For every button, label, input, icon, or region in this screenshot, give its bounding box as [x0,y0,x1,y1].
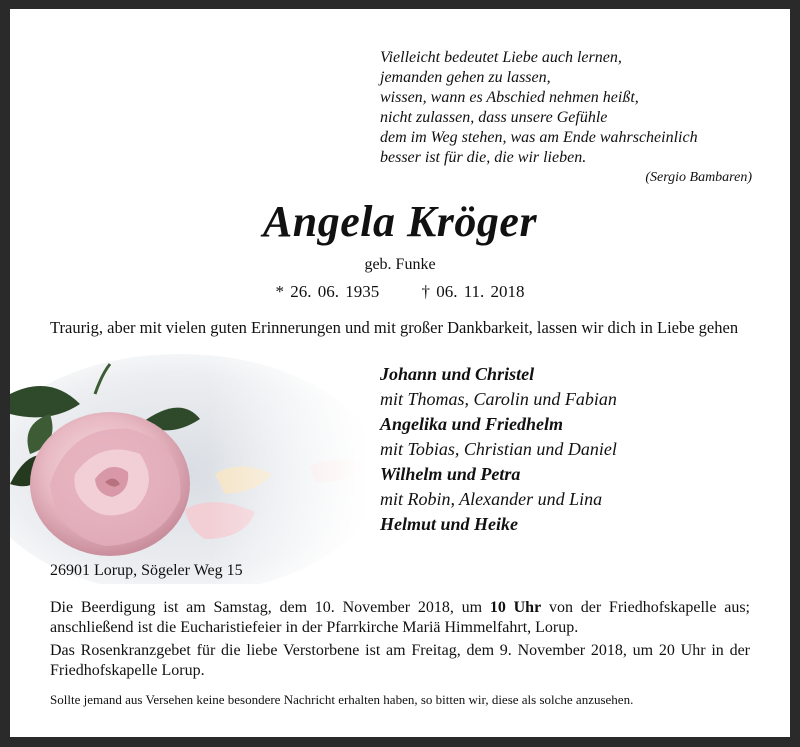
family-name: Helmut und Heike [380,514,519,534]
quote-line: dem im Weg stehen, was am Ende wahrscheinlich [380,129,698,146]
rose-illustration [10,334,370,584]
family-name: Angelika und Friedhelm [380,414,564,434]
address: 26901 Lorup, Sögeler Weg 15 [50,562,243,579]
maiden-name: geb. Funke [364,256,436,273]
funeral-text: von der Friedhofskapelle aus; anschließend ist die Eucharistiefeier in der Pfarrkirche Mariä Himmelfahrt, Lorup. [50,599,750,636]
obituary-card [10,9,790,737]
notice-note: Sollte jemand aus Versehen keine besondere Nachricht erhalten haben, so bitten wir, diese als solche anzusehen. [50,692,634,707]
family-children: mit Tobias, Christian und Daniel [380,439,617,459]
life-dates [10,281,790,303]
funeral-text: Die Beerdigung ist am Samstag, dem 10. November 2018, um [50,599,490,616]
rose-image [10,334,370,584]
family-children: mit Thomas, Carolin und Fabian [380,389,617,409]
deceased-name: Angela Kröger [262,197,538,246]
funeral-time: 10 Uhr [489,599,542,616]
quote-line: Vielleicht bedeutet Liebe auch lernen, [380,49,622,66]
funeral-paragraph [50,598,750,638]
family-name: Johann und Christel [380,364,535,384]
family-children: mit Robin, Alexander und Lina [380,489,603,509]
quote-block [380,48,760,187]
quote-line: nicht zulassen, dass unsere Gefühle [380,109,608,126]
quote-author: (Sergio Bambaren) [645,170,752,185]
death-date: † 06. 11. 2018 [421,282,525,301]
quote-line: jemanden gehen zu lassen, [380,69,551,86]
family-list [380,362,760,537]
funeral-details [50,598,750,684]
quote-line: besser ist für die, die wir lieben. [380,149,587,166]
intro-text: Traurig, aber mit vielen guten Erinnerungen und mit großer Dankbarkeit, lassen wir dich in Liebe gehen [50,318,739,337]
quote-line: wissen, wann es Abschied nehmen heißt, [380,89,639,106]
family-name: Wilhelm und Petra [380,464,521,484]
birth-date: * 26. 06. 1935 [275,282,380,301]
rosary-paragraph: Das Rosenkranzgebet für die liebe Verstorbene ist am Freitag, dem 9. November 2018, um 20 Uhr in der Friedhofskapelle Lorup. [50,642,750,679]
